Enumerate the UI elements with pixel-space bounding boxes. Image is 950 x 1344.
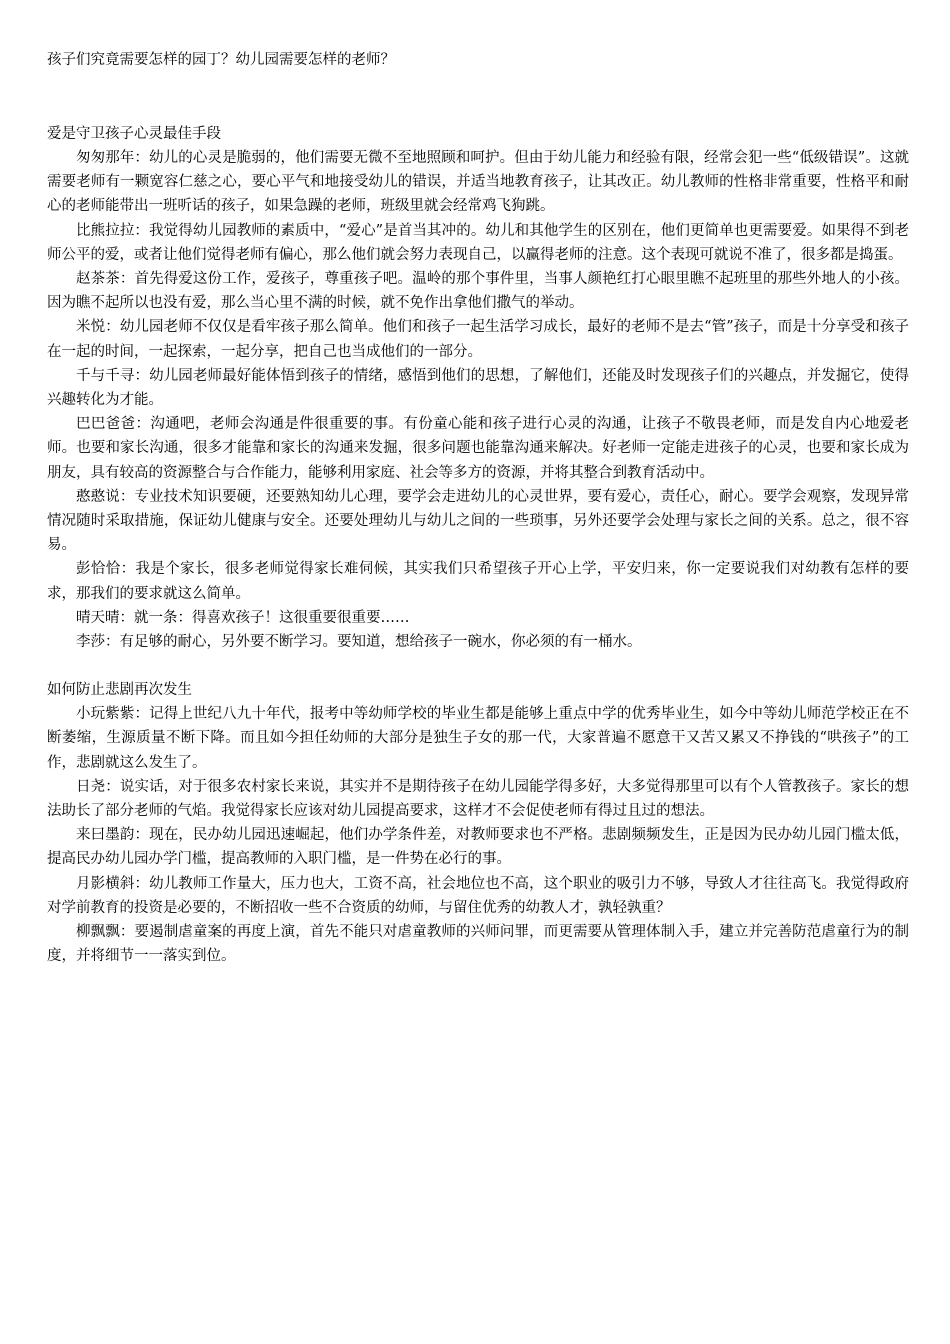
comment-paragraph: 米悦：幼儿园老师不仅仅是看牢孩子那么简单。他们和孩子一起生活学习成长，最好的老师不是去“管”孩子，而是十分享受和孩子在一起的时间，一起探索，一起分享，把自己也当成他们的一部分。 — [47, 319, 909, 360]
comment-paragraph: 来曰墨韵：现在，民办幼儿园迅速崛起，他们办学条件差，对教师要求也不严格。悲剧频频发生，正是因为民办幼儿园门槛太低，提高民办幼儿园办学门槛，提高教师的入职门槛，是一件势在必行的事。 — [47, 827, 909, 868]
comment-paragraph: 赵茶茶：首先得爱这份工作，爱孩子，尊重孩子吧。温岭的那个事件里，当事人颜艳红打心眼里瞧不起班里的那些外地人的小孩。因为瞧不起所以也没有爱，那么当心里不满的时候，就不免作出拿他们撒气的举动。 — [47, 271, 909, 312]
comment-paragraph: 千与千寻：幼儿园老师最好能体悟到孩子的情绪，感悟到他们的思想，了解他们，还能及时发现孩子们的兴趣点，并发掘它，使得兴趣转化为才能。 — [47, 367, 909, 409]
document-title: 孩子们究竟需要怎样的园丁？幼儿园需要怎样的老师？ — [47, 52, 395, 68]
spacer — [47, 654, 909, 678]
comment-paragraph: 日尧：说实话，对于很多农村家长来说，其实并不是期待孩子在幼儿园能学得多好，大多觉得那里可以有个人管教孩子。家长的想法助长了部分老师的气焰。我觉得家长应该对幼儿园提高要求，这样才不会促使老师有得过且过的想法。 — [47, 778, 909, 820]
section-heading: 如何防止悲剧再次发生 — [47, 682, 192, 699]
section-prevention — [47, 678, 909, 968]
comment-paragraph: 晴天晴：就一条：得喜欢孩子！这很重要很重要…… — [76, 609, 410, 626]
comment-paragraph: 比熊拉拉：我觉得幼儿园教师的素质中，“爱心”是首当其冲的。幼儿和其他学生的区别在，他们更简单也更需要爱。如果得不到老师公平的爱，或者让他们觉得老师有偏心，那么他们就会努力表现自己，以赢得老师的注意。这个表现可就说不准了，很多都是捣蛋。 — [47, 222, 909, 263]
comment-paragraph: 小玩紫紫：记得上世纪八九十年代，报考中等幼师学校的毕业生都是能够上重点中学的优秀毕业生，如今中等幼儿师范学校正在不断萎缩，生源质量不断下降。而且如今担任幼师的大部分是独生子女的那一代，大家普遍不愿意干又苦又累又不挣钱的“哄孩子”的工作，悲剧就这么发生了。 — [47, 706, 909, 771]
comment-paragraph: 彭恰恰：我是个家长，很多老师觉得家长难伺候，其实我们只希望孩子开心上学，平安归来，你一定要说我们对幼教有怎样的要求，那我们的要求就这么简单。 — [47, 561, 909, 602]
comment-paragraph: 李莎：有足够的耐心，另外要不断学习。要知道，想给孩子一碗水，你必须的有一桶水。 — [76, 634, 642, 651]
comment-paragraph: 巴巴爸爸：沟通吧，老师会沟通是件很重要的事。有份童心能和孩子进行心灵的沟通，让孩子不敬畏老师，而是发自内心地爱老师。也要和家长沟通，很多才能靠和家长的沟通来发掘，很多问题也能靠沟通来解决。好老师一定能走进孩子的心灵，也要和家长成为朋友，具有较高的资源整合与合作能力，能够利用家庭、社会等多方的资源，并将其整合到教育活动中。 — [47, 416, 909, 481]
comment-paragraph: 匆匆那年：幼儿的心灵是脆弱的，他们需要无微不至地照顾和呵护。但由于幼儿能力和经验有限，经常会犯一些“低级错误”。这就需要老师有一颗宽容仁慈之心，要心平气和地接受幼儿的错误，并适当地教育孩子，让其改正。幼儿教师的性格非常重要，性格平和耐心的老师能带出一班听话的孩子，如果急躁的老师，班级里就会经常鸡飞狗跳。 — [47, 150, 909, 215]
comment-paragraph: 柳飘飘：要遏制虐童案的再度上演，首先不能只对虐童教师的兴师问罪，而更需要从管理体制入手，建立并完善防范虐童行为的制度，并将细节一一落实到位。 — [47, 924, 909, 965]
section-heading: 爱是守卫孩子心灵最佳手段 — [47, 126, 221, 142]
spacer — [47, 72, 909, 122]
comment-paragraph: 憨憨说：专业技术知识要硬，还要熟知幼儿心理，要学会走进幼儿的心灵世界，要有爱心，责任心，耐心。要学会观察，发现异常情况随时采取措施，保证幼儿健康与安全。还要处理幼儿与幼儿之间的一些琐事，另外还要学会处理与家长之间的关系。总之，很不容易。 — [47, 488, 909, 554]
comment-paragraph: 月影横斜：幼儿教师工作量大，压力也大，工资不高，社会地位也不高，这个职业的吸引力不够，导致人才往往高飞。我觉得政府对学前教育的投资是必要的，不断招收一些不合资质的幼师，与留住优秀的幼教人才，孰轻孰重？ — [47, 875, 909, 916]
document-page — [47, 48, 909, 969]
section-love — [47, 122, 909, 654]
